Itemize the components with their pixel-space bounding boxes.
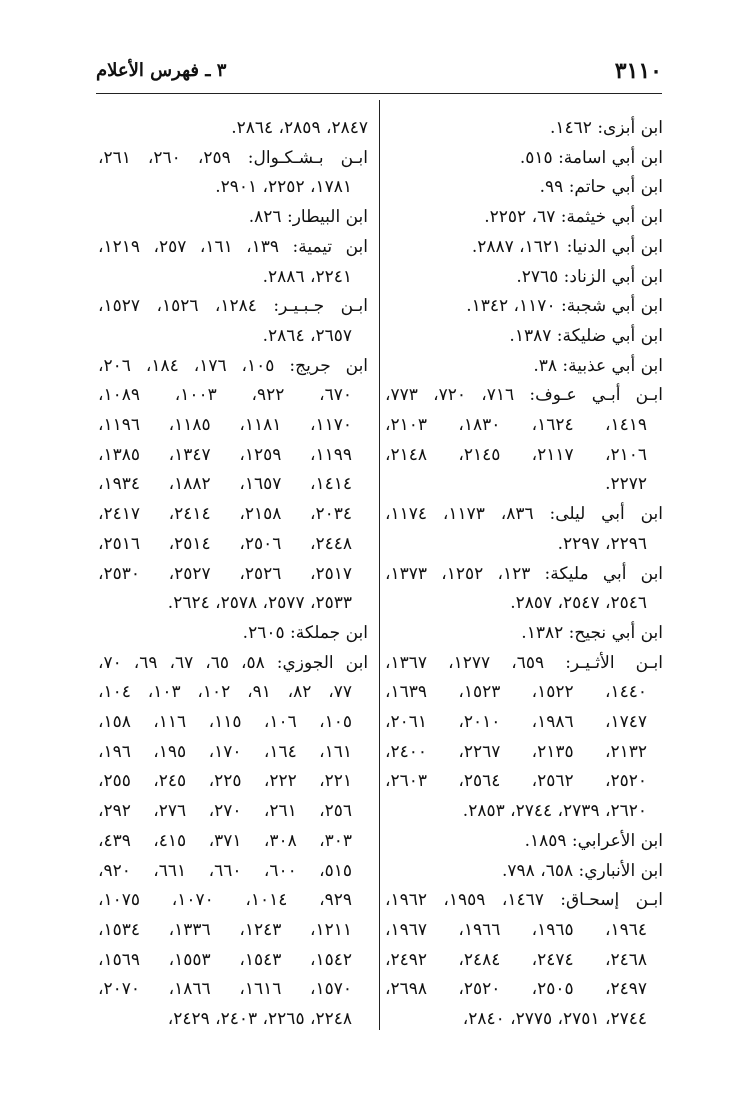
entry-continuation-line: ٢١٣٢، ٢١٣٥، ٢٢٦٧، ٢٤٠٠، [385, 741, 648, 762]
entry-line: ابن أبي الدنيا: ١٦٢١، ٢٨٨٧. [471, 236, 663, 257]
index-entry [385, 263, 663, 293]
entry-continuation-line: ٢٥١٧، ٢٥٢٦، ٢٥٢٧، ٢٥٣٠، [98, 563, 352, 584]
column-divider [379, 100, 380, 1030]
entry-continuation-line: ٢٥٤٦، ٢٥٤٧، ٢٨٥٧. [510, 593, 647, 614]
entry-continuation-line: ٢٥٦، ٢٦١، ٢٧٠، ٢٧٦، ٢٩٢، [98, 801, 353, 822]
entry-line: ابن الأعرابي: ١٨٥٩. [524, 830, 663, 851]
entry-line: ابـن جـبـيـر: ١٢٨٤، ١٥٢٦، ١٥٢٧، [98, 296, 368, 317]
index-entry [385, 827, 663, 857]
entry-continuation-line: ٣٠٣، ٣٠٨، ٣٧١، ٤١٥، ٤٣٩، [98, 830, 353, 851]
entry-line: ابن البيطار: ٨٢٦. [248, 207, 368, 228]
entry-line: ابن جملكة: ٢٦٠٥. [242, 622, 368, 643]
entry-line: ابن أبي اسامة: ٥١٥. [519, 147, 663, 168]
entry-continuation-line: ٢٦٢٠، ٢٧٣٩، ٢٧٤٤، ٢٨٥٣. [462, 801, 647, 822]
entry-line: ابن أبي مليكة: ١٢٣، ١٢٥٢، ١٣٧٣، [385, 563, 664, 584]
entry-continuation-line: ١٩٦٤، ١٩٦٥، ١٩٦٦، ١٩٦٧، [385, 919, 648, 940]
entry-continuation-line: ١٤١٩، ١٦٢٤، ١٨٣٠، ٢١٠٣، [385, 415, 648, 436]
entry-line: ابـن بـشـكـوال: ٢٥٩، ٢٦٠، ٢٦١، [98, 147, 368, 168]
entry-continuation-line: ١١٧٠، ١١٨١، ١١٨٥، ١١٩٦، [98, 415, 352, 436]
entry-continuation-line: ٢٥٢٠، ٢٥٦٢، ٢٥٦٤، ٢٦٠٣، [385, 771, 648, 792]
entry-continuation-line: ١١٩٩، ١٢٥٩، ١٣٤٧، ١٣٨٥، [98, 444, 352, 465]
entry-continuation-line: ٩٢٩، ١٠١٤، ١٠٧٠، ١٠٧٥، [98, 890, 353, 911]
index-entry [385, 619, 663, 649]
page-number: ٣١١٠ [614, 58, 662, 84]
index-entry [385, 886, 663, 1035]
entry-continuation-line: ١٧٤٧، ١٩٨٦، ٢٠١٠، ٢٠٦١، [385, 712, 648, 733]
entry-continuation-line: ١٥٧٠، ١٦١٦، ١٨٦٦، ٢٠٧٠، [98, 979, 352, 1000]
entry-continuation-line: ٥١٥، ٦٠٠، ٦٦٠، ٦٦١، ٩٢٠، [98, 860, 353, 881]
entry-line: ابن جريج: ١٠٥، ١٧٦، ١٨٤، ٢٠٦، [98, 355, 369, 376]
entry-continuation-line: ١٢١١، ١٢٤٣، ١٣٣٦، ١٥٣٤، [98, 919, 352, 940]
entry-continuation-line: ٢٦٥٧، ٢٨٦٤. [262, 325, 352, 346]
index-entry [385, 381, 663, 500]
entry-line: ابن أبي نجيح: ١٣٨٢. [521, 622, 663, 643]
index-entry [385, 173, 663, 203]
index-entry [385, 352, 663, 382]
index-entry [385, 649, 663, 827]
entry-continuation-line: ١٦١، ١٦٤، ١٧٠، ١٩٥، ١٩٦، [98, 741, 353, 762]
entry-continuation-line: ٧٧، ٨٢، ٩١، ١٠٢، ١٠٣، ١٠٤، [98, 682, 352, 703]
index-entry [385, 233, 663, 263]
running-title: ٣ ـ فهرس الأعلام [96, 60, 227, 81]
index-entry [98, 144, 368, 203]
index-entry [385, 203, 663, 233]
index-entry [385, 144, 663, 174]
index-entry [385, 322, 663, 352]
index-entry [98, 619, 368, 649]
entry-continuation-line: ٢٤٤٨، ٢٥٠٦، ٢٥١٤، ٢٥١٦، [98, 533, 352, 554]
entry-line: ابن تيمية: ١٣٩، ١٦١، ٢٥٧، ١٢١٩، [98, 236, 369, 257]
entry-line: ابن أبزى: ١٤٦٢. [549, 118, 663, 138]
index-entry [385, 292, 663, 322]
entry-continuation-line: ٢٠٣٤، ٢١٥٨، ٢٤١٤، ٢٤١٧، [98, 504, 352, 525]
index-entry [385, 560, 663, 619]
left-column [98, 114, 368, 1035]
entry-continuation-line: ٢٥٣٣، ٢٥٧٧، ٢٥٧٨، ٢٦٢٤. [167, 593, 352, 614]
right-column [385, 114, 663, 1035]
index-entry [98, 649, 368, 1035]
entry-continuation-line: ٢٢٤١، ٢٨٨٦. [262, 266, 352, 287]
entry-continuation-line: ٦٧٠، ٩٢٢، ١٠٠٣، ١٠٨٩، [98, 385, 353, 406]
entry-line: ابـن أبـي عـوف: ٧١٦، ٧٢٠، ٧٧٣، [385, 385, 664, 406]
index-entry [98, 233, 368, 292]
entry-continuation-line: ١٤٤٠، ١٥٢٢، ١٥٢٣، ١٦٣٩، [385, 682, 648, 703]
entry-line: ابن الأنباري: ٦٥٨، ٧٩٨. [501, 860, 663, 881]
index-entry [98, 352, 368, 619]
index-entry [385, 857, 663, 887]
index-entry [385, 114, 663, 144]
entry-continuation-line: ١٠٥، ١٠٦، ١١٥، ١١٦، ١٥٨، [98, 712, 353, 733]
entry-line: ابـن إسحـاق: ١٤٦٧، ١٩٥٩، ١٩٦٢، [385, 890, 664, 911]
entry-line: ابن أبي حاتم: ٩٩. [539, 177, 663, 198]
header-rule [96, 93, 662, 94]
entry-continuation-line: ١٤١٤، ١٦٥٧، ١٨٨٢، ١٩٣٤، [98, 474, 352, 495]
entry-continuation-line: ٢٧٤٤، ٢٧٥١، ٢٧٧٥، ٢٨٤٠، [462, 1009, 647, 1030]
entry-line: ٢٨٤٧، ٢٨٥٩، ٢٨٦٤. [231, 118, 368, 138]
entry-line: ابن أبي عذبية: ٣٨. [533, 355, 663, 376]
entry-line: ابن أبي ضليكة: ١٣٨٧. [509, 325, 663, 346]
entry-continuation-line: ١٧٨١، ٢٢٥٢، ٢٩٠١. [215, 177, 352, 198]
entry-continuation-line: ٢٢١، ٢٢٢، ٢٢٥، ٢٤٥، ٢٥٥، [98, 771, 353, 792]
entry-continuation-line: ٢٢٤٨، ٢٢٦٥، ٢٤٠٣، ٢٤٢٩، [167, 1009, 352, 1030]
entry-continuation-line: ٢٤٦٨، ٢٤٧٤، ٢٤٨٤، ٢٤٩٢، [385, 949, 648, 970]
index-entry [385, 500, 663, 559]
entry-continuation-line: ٢١٠٦، ٢١١٧، ٢١٤٥، ٢١٤٨، [385, 444, 648, 465]
entry-continuation-line: ٢٢٩٦، ٢٢٩٧. [557, 533, 647, 554]
page-header [96, 58, 662, 88]
index-entry [98, 114, 368, 144]
entry-continuation-line: ١٥٤٢، ١٥٤٣، ١٥٥٣، ١٥٦٩، [98, 949, 352, 970]
entry-line: ابـن الأثـيـر: ٦٥٩، ١٢٧٧، ١٣٦٧، [385, 652, 664, 673]
entry-continuation-line: ٢٤٩٧، ٢٥٠٥، ٢٥٢٠، ٢٦٩٨، [385, 979, 648, 1000]
index-entry [98, 203, 368, 233]
index-entry [98, 292, 368, 351]
entry-line: ابن أبي خيثمة: ٦٧، ٢٢٥٢. [484, 207, 663, 228]
entry-line: ابن أبي الزناد: ٢٧٦٥. [516, 266, 663, 287]
entry-line: ابن أبي شجبة: ١١٧٠، ١٣٤٢. [466, 296, 663, 317]
entry-line: ابن الجوزي: ٥٨، ٦٥، ٦٧، ٦٩، ٧٠، [98, 652, 369, 673]
entry-continuation-line: ٢٢٧٢. [605, 474, 647, 495]
entry-line: ابن أبي ليلى: ٨٣٦، ١١٧٣، ١١٧٤، [385, 504, 663, 525]
